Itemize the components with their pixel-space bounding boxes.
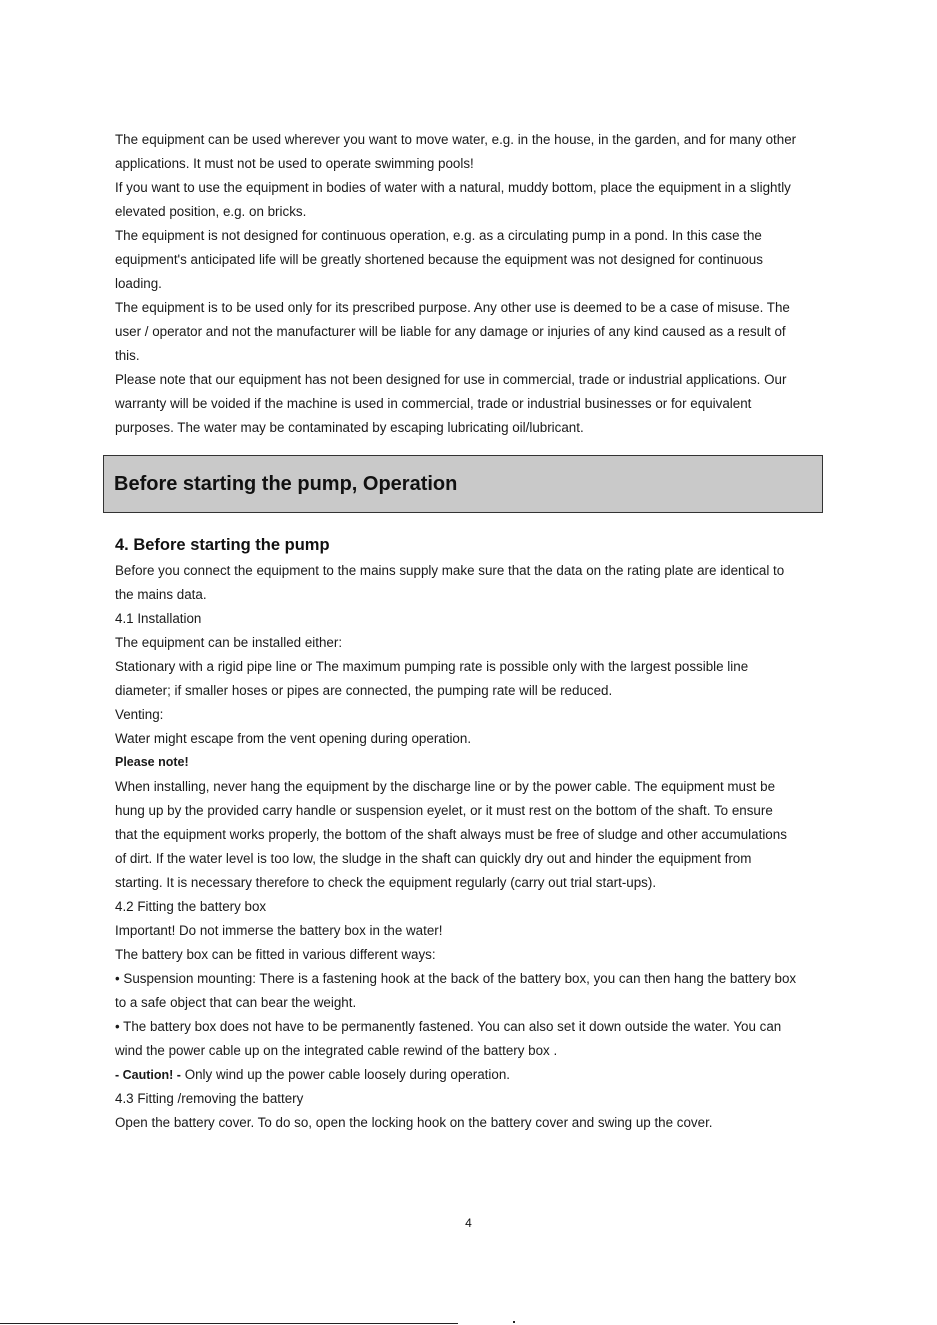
intro-line-2: applications. It must not be used to operate swimming pools!	[115, 156, 474, 171]
intro-line-3: If you want to use the equipment in bodies of water with a natural, muddy bottom, place the equipment in a slightly	[115, 180, 791, 195]
section4-line-12: of dirt. If the water level is too low, the sludge in the shaft can quickly dry out and hinder the equipment from	[115, 851, 752, 866]
section4-line-16: The battery box can be fitted in various different ways:	[115, 947, 436, 962]
section4-line-13: starting. It is necessary therefore to check the equipment regularly (carry out trial start-ups).	[115, 875, 657, 890]
please-note-label: Please note!	[115, 755, 189, 769]
section-title: Before starting the pump, Operation	[114, 473, 458, 495]
section4-line-8: Water might escape from the vent opening during operation.	[115, 731, 472, 746]
subheading-4-3: 4.3 Fitting /removing the battery	[115, 1091, 304, 1106]
section4-line-1: Before you connect the equipment to the mains supply make sure that the data on the rating plate are identical to	[115, 563, 785, 578]
section4-line-5: Stationary with a rigid pipe line or The maximum pumping rate is possible only with the largest possible line	[115, 659, 749, 674]
caution-text: Only wind up the power cable loosely during operation.	[180, 1067, 510, 1082]
intro-line-10: this.	[115, 348, 140, 363]
intro-line-11: Please note that our equipment has not been designed for use in commercial, trade or industrial applications. Our	[115, 372, 787, 387]
section4-line-20: wind the power cable up on the integrated cable rewind of the battery box .	[115, 1043, 558, 1058]
caution-line	[115, 1066, 510, 1084]
caution-label: - Caution! -	[115, 1068, 181, 1082]
section4-line-10: hung up by the provided carry handle or suspension eyelet, or it must rest on the bottom of the shaft. To ensure	[115, 803, 773, 818]
section4-line-15: Important! Do not immerse the battery box in the water!	[115, 923, 443, 938]
page-number: 4	[465, 1216, 472, 1230]
bottom-rule	[0, 1323, 458, 1324]
subheading-4-1: 4.1 Installation	[115, 611, 202, 626]
section4-line-11: that the equipment works properly, the bottom of the shaft always must be free of sludge and other accumulations	[115, 827, 787, 842]
section4-line-17: • Suspension mounting: There is a fastening hook at the back of the battery box, you can then hang the battery box	[115, 971, 797, 986]
intro-line-5: The equipment is not designed for continuous operation, e.g. as a circulating pump in a pond. In this case the	[115, 228, 762, 243]
section4-line-18: to a safe object that can bear the weight.	[115, 995, 357, 1010]
section4-line-7: Venting:	[115, 707, 164, 722]
intro-line-8: The equipment is to be used only for its prescribed purpose. Any other use is deemed to be a case of misuse. The	[115, 300, 790, 315]
section4-line-9: When installing, never hang the equipment by the discharge line or by the power cable. The equipment must be	[115, 779, 776, 794]
intro-line-6: equipment's anticipated life will be greatly shortened because the equipment was not designed for continuous	[115, 252, 763, 267]
intro-line-4: elevated position, e.g. on bricks.	[115, 204, 307, 219]
intro-line-9: user / operator and not the manufacturer will be liable for any damage or injuries of any kind caused as a result of	[115, 324, 786, 339]
intro-line-1: The equipment can be used wherever you want to move water, e.g. in the house, in the garden, and for many other	[115, 132, 797, 147]
intro-line-12: warranty will be voided if the machine is used in commercial, trade or industrial businesses or for equivalent	[115, 396, 752, 411]
intro-line-7: loading.	[115, 276, 162, 291]
section4-line-4: The equipment can be installed either:	[115, 635, 343, 650]
section4-line-19: • The battery box does not have to be permanently fastened. You can also set it down outside the water. You can	[115, 1019, 782, 1034]
bottom-dot	[513, 1321, 515, 1323]
intro-line-13: purposes. The water may be contaminated by escaping lubricating oil/lubricant.	[115, 420, 584, 435]
section-title-box	[103, 455, 823, 513]
section4-line-23: Open the battery cover. To do so, open the locking hook on the battery cover and swing up the cover.	[115, 1115, 713, 1130]
section4-line-2: the mains data.	[115, 587, 207, 602]
section-4-heading: 4. Before starting the pump	[115, 536, 330, 554]
subheading-4-2: 4.2 Fitting the battery box	[115, 899, 267, 914]
section4-line-6: diameter; if smaller hoses or pipes are connected, the pumping rate will be reduced.	[115, 683, 613, 698]
